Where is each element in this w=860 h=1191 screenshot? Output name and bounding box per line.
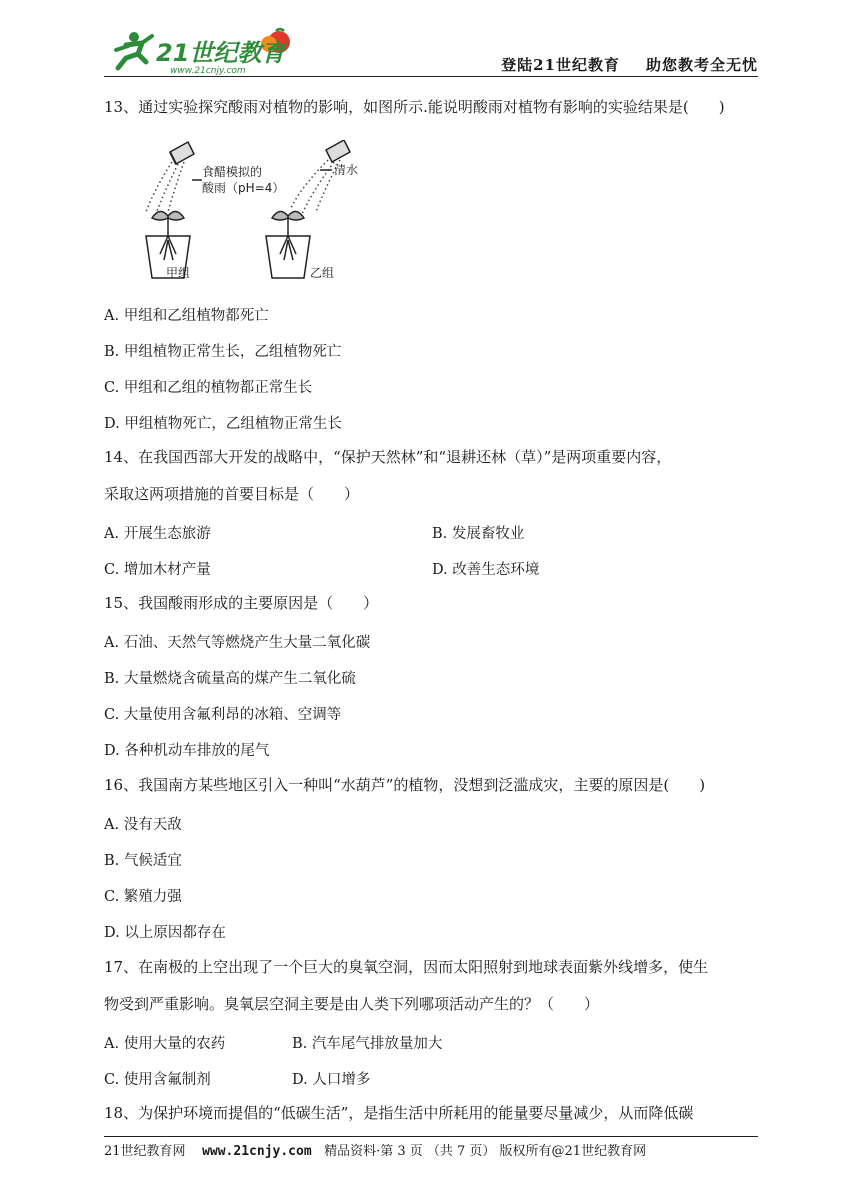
label-group-b: 乙组 <box>310 266 335 280</box>
q17-stem-line2: 物受到严重影响。臭氧层空洞主要是由人类下列哪项活动产生的？（ ） <box>104 995 600 1013</box>
footer-url[interactable]: www.21cnjy.com <box>202 1144 312 1159</box>
footer-divider <box>104 1136 758 1137</box>
page-footer <box>104 1140 646 1159</box>
q16-option-a: A. 没有天敌 <box>104 817 182 833</box>
watering-can-a-icon <box>170 142 194 164</box>
q14-stem-line1: 14、在我国西部大开发的战略中，“保护天然林”和“退耕还林（草）”是两项重要内容， <box>104 448 672 466</box>
header-slogan <box>475 54 758 75</box>
q17-option-d: D. 人口增多 <box>292 1072 371 1088</box>
slogan-left: 登陆21世纪教育 <box>501 56 620 74</box>
logo-text: 21世纪教育 <box>156 39 286 67</box>
spray-a <box>146 162 184 214</box>
q17-stem-line1: 17、在南极的上空出现了一个巨大的臭氧空洞，因而太阳照射到地球表面紫外线增多，使生 <box>104 958 709 976</box>
q17-option-c: C. 使用含氟制剂 <box>104 1072 211 1088</box>
q13-option-c: C. 甲组和乙组的植物都正常生长 <box>104 380 313 396</box>
q16-stem: 16、我国南方某些地区引入一种叫“水葫芦”的植物，没想到泛滥成灾，主要的原因是( ) <box>104 776 706 794</box>
runner-icon <box>116 32 152 68</box>
plant-b <box>266 211 310 278</box>
q13-figure <box>140 140 400 286</box>
q13-option-a: A. 甲组和乙组植物都死亡 <box>104 308 269 324</box>
label-acid: 食醋模拟的 <box>202 165 263 179</box>
q16-option-d: D. 以上原因都存在 <box>104 925 226 941</box>
header-divider <box>104 76 758 77</box>
q15-stem: 15、我国酸雨形成的主要原因是（ ） <box>104 594 379 612</box>
logo-url: www.21cnjy.com <box>170 66 246 76</box>
label-group-a: 甲组 <box>166 266 191 280</box>
q18-stem-line1: 18、为保护环境而提倡的“低碳生活”，是指生活中所耗用的能量要尽量减少，从而降低碳 <box>104 1104 694 1122</box>
q16-option-b: B. 气候适宜 <box>104 853 182 869</box>
q15-option-d: D. 各种机动车排放的尾气 <box>104 743 270 759</box>
page-header <box>104 28 758 78</box>
q17-option-a: A. 使用大量的农药 <box>104 1036 226 1052</box>
q15-option-a: A. 石油、天然气等燃烧产生大量二氧化碳 <box>104 635 371 651</box>
q14-stem-line2: 采取这两项措施的首要目标是（ ） <box>104 485 360 503</box>
footer-site: 21世纪教育网 <box>104 1144 186 1159</box>
spray-b <box>290 160 340 214</box>
q14-option-d: D. 改善生态环境 <box>432 562 540 578</box>
q13-option-b: B. 甲组植物正常生长，乙组植物死亡 <box>104 344 342 360</box>
q13-stem: 13、通过实验探究酸雨对植物的影响，如图所示.能说明酸雨对植物有影响的实验结果是( ) <box>104 98 725 116</box>
q13-option-d: D. 甲组植物死亡，乙组植物正常生长 <box>104 416 342 432</box>
q14-option-c: C. 增加木材产量 <box>104 562 211 578</box>
q15-option-b: B. 大量燃烧含硫量高的煤产生二氧化硫 <box>104 671 356 687</box>
logo <box>104 28 304 76</box>
q14-option-b: B. 发展畜牧业 <box>432 526 525 542</box>
footer-page-info: 精品资料·第 3 页 （共 7 页） 版权所有@21世纪教育网 <box>324 1144 647 1159</box>
q15-option-c: C. 大量使用含氟利昂的冰箱、空调等 <box>104 707 342 723</box>
q16-option-c: C. 繁殖力强 <box>104 889 182 905</box>
label-water: 清水 <box>334 163 359 177</box>
label-acid2: 酸雨（pH=4） <box>202 181 285 195</box>
q14-option-a: A. 开展生态旅游 <box>104 526 211 542</box>
q17-option-b: B. 汽车尾气排放量加大 <box>292 1036 443 1052</box>
watering-can-b-icon <box>326 140 350 162</box>
slogan-right: 助您教考全无忧 <box>645 56 758 74</box>
